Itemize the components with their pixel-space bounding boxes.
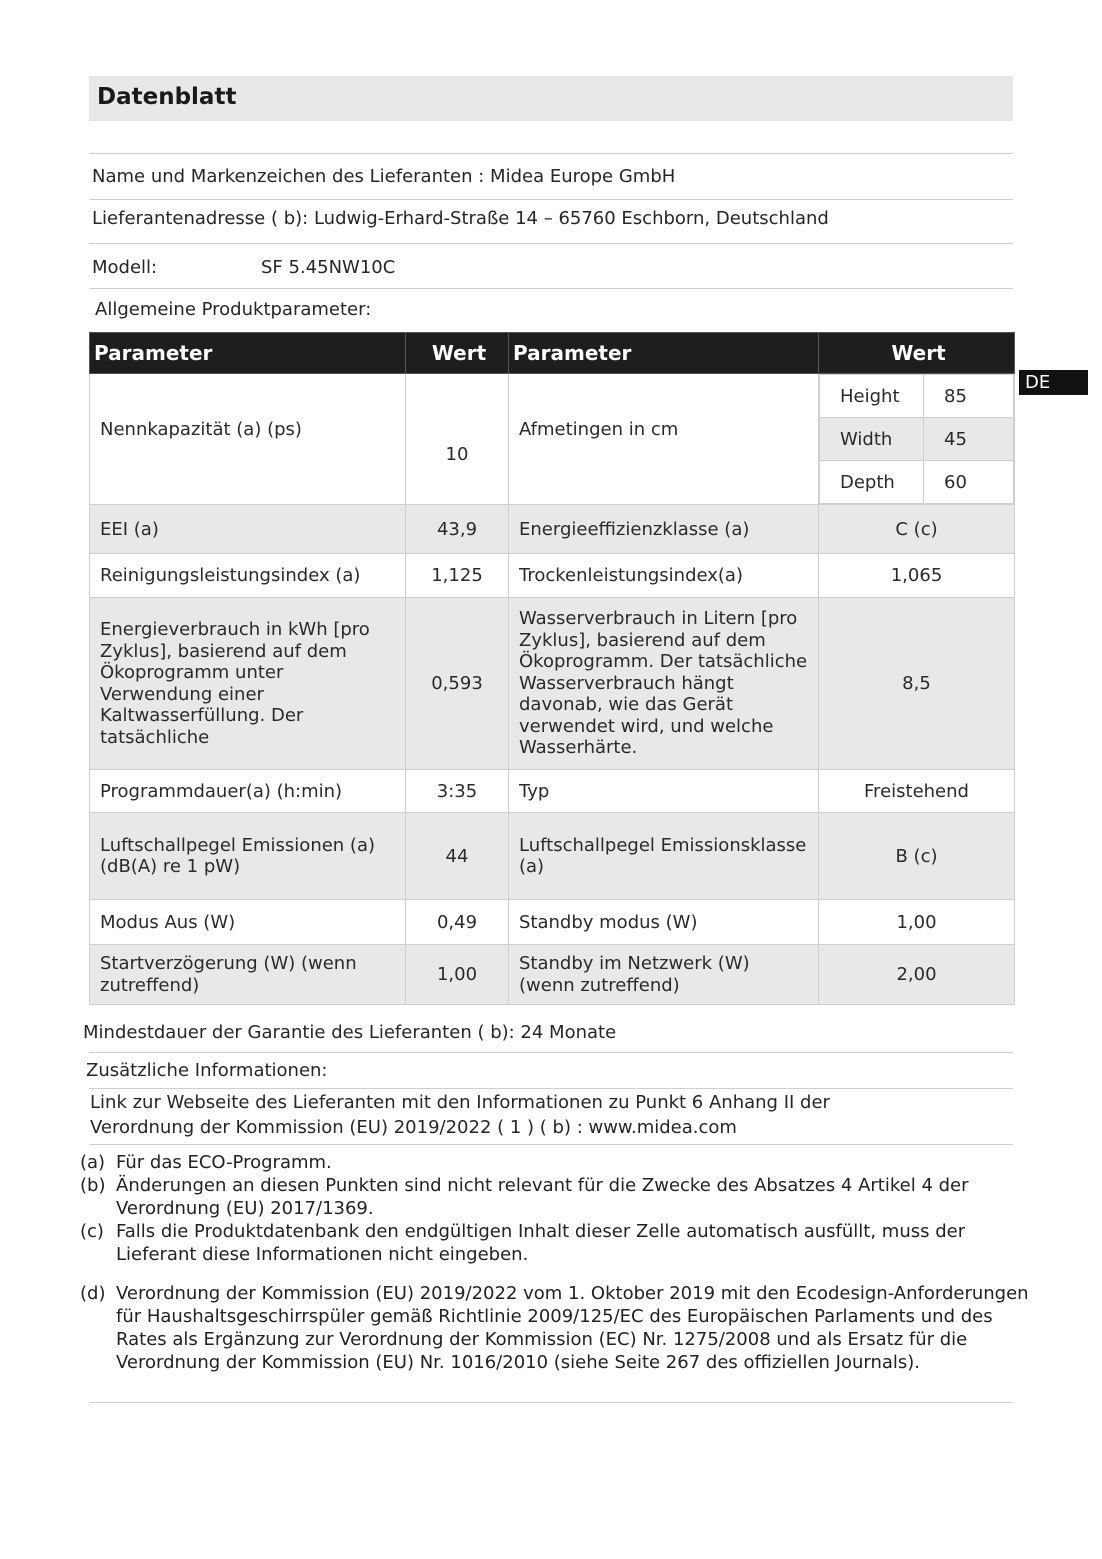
value-cell: 1,00 <box>406 945 509 1005</box>
dim-value: 85 <box>924 375 1014 418</box>
divider <box>89 243 1013 244</box>
value-cell: C (c) <box>819 505 1015 554</box>
param-cell: Energieeffizienzklasse (a) <box>509 505 819 554</box>
dim-label: Depth <box>820 461 924 504</box>
value-cell: 8,5 <box>819 598 1015 770</box>
value-cell: 10 <box>406 374 509 505</box>
header-parameter-2: Parameter <box>509 333 819 374</box>
footnote-key: (a) <box>80 1152 106 1173</box>
table-row <box>90 770 1015 813</box>
footnote-c <box>80 1220 1040 1266</box>
dim-value: 60 <box>924 461 1014 504</box>
value-cell: B (c) <box>819 813 1015 900</box>
footnote-text: Falls die Produktdatenbank den endgültigen Inhalt dieser Zelle automatisch ausfüllt, muss der Lieferant diese Informationen nicht eingeben. <box>116 1221 966 1265</box>
param-cell: Afmetingen in cm <box>509 374 819 505</box>
table-row <box>90 813 1015 900</box>
param-cell: Startverzögerung (W) (wenn zutreffend) <box>90 945 406 1005</box>
table-row <box>90 374 1015 505</box>
value-cell: 2,00 <box>819 945 1015 1005</box>
model-label: Modell: <box>92 257 158 278</box>
footnote-key: (c) <box>80 1221 104 1242</box>
divider <box>89 1052 1013 1053</box>
param-cell: Energieverbrauch in kWh [pro Zyklus], basierend auf dem Ökoprogramm unter Verwendung einer Kaltwasserfüllung. Der tatsächliche <box>90 598 406 770</box>
param-cell: Nennkapazität (a) (ps) <box>90 374 406 505</box>
dim-label: Height <box>820 375 924 418</box>
divider <box>89 1088 1013 1089</box>
param-cell: Programmdauer(a) (h:min) <box>90 770 406 813</box>
footnote-key: (d) <box>80 1283 106 1304</box>
divider <box>89 1144 1013 1145</box>
divider <box>89 1402 1013 1403</box>
link-line-2: Verordnung der Kommission (EU) 2019/2022 ( 1 ) ( b) : www.midea.com <box>90 1117 737 1138</box>
param-cell: Standby modus (W) <box>509 900 819 945</box>
footnote-key: (b) <box>80 1175 106 1196</box>
page-title: Datenblatt <box>97 84 237 110</box>
param-cell: Standby im Netzwerk (W) (wenn zutreffend) <box>509 945 819 1005</box>
header-parameter-1: Parameter <box>90 333 406 374</box>
divider <box>89 153 1013 154</box>
title-bar <box>89 76 1013 121</box>
footnotes <box>80 1151 1040 1374</box>
table-row <box>90 554 1015 598</box>
table-row <box>90 505 1015 554</box>
footnote-a <box>80 1151 1040 1174</box>
footnote-b <box>80 1174 1040 1220</box>
product-parameter-table <box>89 332 1015 1005</box>
dimensions-table <box>819 374 1014 504</box>
param-cell: Luftschallpegel Emissionen (a) (dB(A) re 1 pW) <box>90 813 406 900</box>
param-cell: Luftschallpegel Emissionsklasse (a) <box>509 813 819 900</box>
value-cell: 0,49 <box>406 900 509 945</box>
footnote-text: Änderungen an diesen Punkten sind nicht relevant für die Zwecke des Absatzes 4 Artikel 4 der Verordnung (EU) 2017/1369. <box>116 1175 969 1219</box>
table-header-row <box>90 333 1015 374</box>
link-line-1: Link zur Webseite des Lieferanten mit den Informationen zu Punkt 6 Anhang II der <box>90 1092 830 1113</box>
value-cell: Freistehend <box>819 770 1015 813</box>
param-cell: EEI (a) <box>90 505 406 554</box>
warranty-line: Mindestdauer der Garantie des Lieferanten ( b): 24 Monate <box>83 1022 617 1043</box>
supplier-name: Name und Markenzeichen des Lieferanten : Midea Europe GmbH <box>92 166 676 187</box>
value-cell: 0,593 <box>406 598 509 770</box>
value-cell: 1,00 <box>819 900 1015 945</box>
footnote-text: Für das ECO-Programm. <box>116 1152 332 1173</box>
table-row <box>90 900 1015 945</box>
param-cell: Wasserverbrauch in Litern [pro Zyklus], basierend auf dem Ökoprogramm. Der tatsächliche Wasserverbrauch hängt davonab, wie das Gerät verwendet wird, und welche Wasserhärte. <box>509 598 819 770</box>
dim-value: 45 <box>924 418 1014 461</box>
divider <box>89 199 1013 200</box>
general-params-label: Allgemeine Produktparameter: <box>95 299 372 320</box>
divider <box>89 288 1013 289</box>
param-cell: Trockenleistungsindex(a) <box>509 554 819 598</box>
dimensions-cell <box>819 374 1015 505</box>
supplier-address: Lieferantenadresse ( b): Ludwig-Erhard-Straße 14 – 65760 Eschborn, Deutschland <box>92 208 829 229</box>
header-value-2: Wert <box>819 333 1015 374</box>
value-cell: 1,125 <box>406 554 509 598</box>
dim-label: Width <box>820 418 924 461</box>
value-cell: 3:35 <box>406 770 509 813</box>
footnote-text: Verordnung der Kommission (EU) 2019/2022 vom 1. Oktober 2019 mit den Ecodesign-Anforderungen für Haushaltsgeschirrspüler gemäß Richtlinie 2009/125/EC des Europäischen Parlaments und des Rates als Ergänzung zur Verordnung der Kommission (EC) Nr. 1275/2008 und als Ersatz für die Verordnung der Kommission (EU) Nr. 1016/2010 (siehe Seite 267 des offiziellen Journals). <box>116 1283 1029 1373</box>
header-value-1: Wert <box>406 333 509 374</box>
param-cell: Modus Aus (W) <box>90 900 406 945</box>
param-cell: Typ <box>509 770 819 813</box>
language-tab: DE <box>1019 370 1088 395</box>
value-cell: 44 <box>406 813 509 900</box>
param-cell: Reinigungsleistungsindex (a) <box>90 554 406 598</box>
value-cell: 1,065 <box>819 554 1015 598</box>
table-row <box>90 945 1015 1005</box>
table-row <box>90 598 1015 770</box>
additional-info-label: Zusätzliche Informationen: <box>86 1060 328 1081</box>
value-cell: 43,9 <box>406 505 509 554</box>
model-value: SF 5.45NW10C <box>261 257 396 278</box>
footnote-d <box>80 1282 1040 1374</box>
